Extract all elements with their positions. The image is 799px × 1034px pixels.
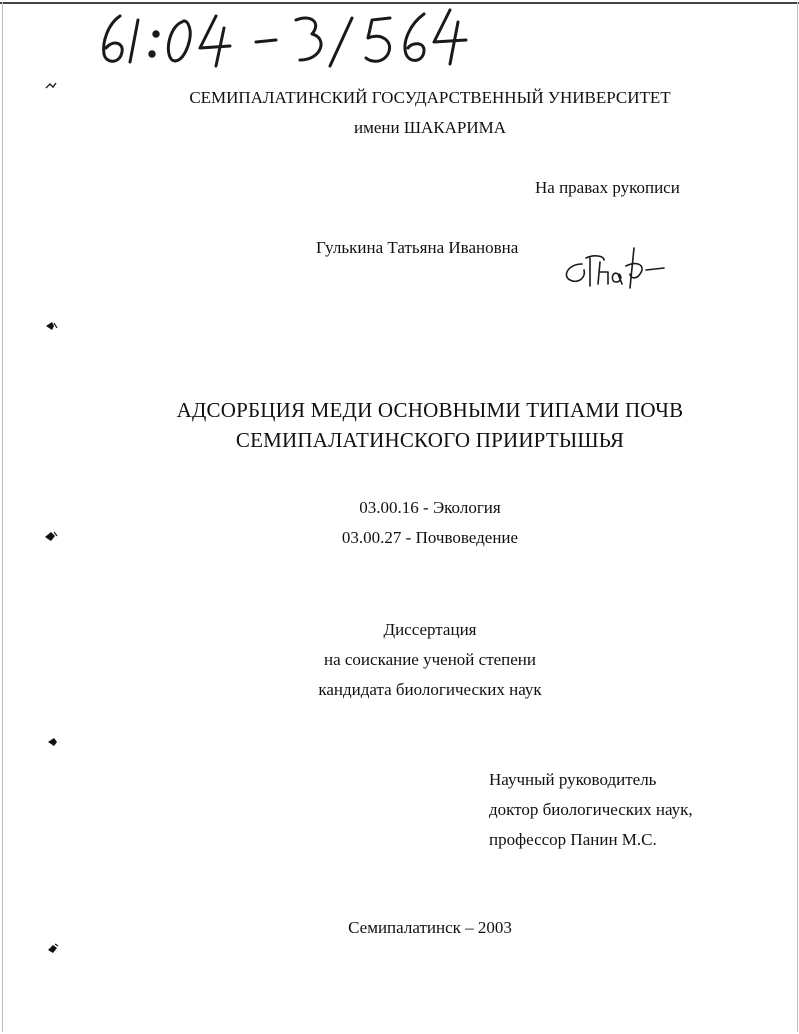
scan-artifact-mark — [46, 736, 60, 748]
degree-line-1: Диссертация — [383, 620, 477, 639]
specialty-ecology: 03.00.16 - Экология — [359, 498, 501, 517]
scan-artifact-mark — [44, 320, 58, 332]
university-named-after: имени ШАКАРИМА — [353, 118, 506, 137]
handwritten-archive-number — [90, 2, 470, 74]
degree-line-3: кандидата биологических наук — [318, 680, 542, 699]
dissertation-title-line-2: СЕМИПАЛАТИНСКОГО ПРИИРТЫШЬЯ — [235, 428, 625, 452]
manuscript-rights-note: На правах рукописи — [535, 178, 680, 197]
place-and-year: Семипалатинск – 2003 — [348, 918, 512, 937]
supervisor-role: Научный руководитель — [489, 770, 657, 789]
supervisor-name: профессор Панин М.С. — [489, 830, 657, 849]
scan-artifact-mark — [44, 530, 58, 542]
author-signature — [560, 244, 670, 296]
specialty-soil-science: 03.00.27 - Почвоведение — [341, 528, 519, 547]
university-name: СЕМИПАЛАТИНСКИЙ ГОСУДАРСТВЕННЫЙ УНИВЕРСИТЕТ — [189, 88, 671, 107]
dissertation-title-line-1: АДСОРБЦИЯ МЕДИ ОСНОВНЫМИ ТИПАМИ ПОЧВ — [176, 398, 684, 422]
author-name: Гулькина Татьяна Ивановна — [316, 238, 519, 257]
scan-artifact-mark — [44, 80, 58, 92]
scan-artifact-mark — [46, 942, 60, 954]
supervisor-degree: доктор биологических наук, — [489, 800, 693, 819]
degree-line-2: на соискание ученой степени — [323, 650, 537, 669]
